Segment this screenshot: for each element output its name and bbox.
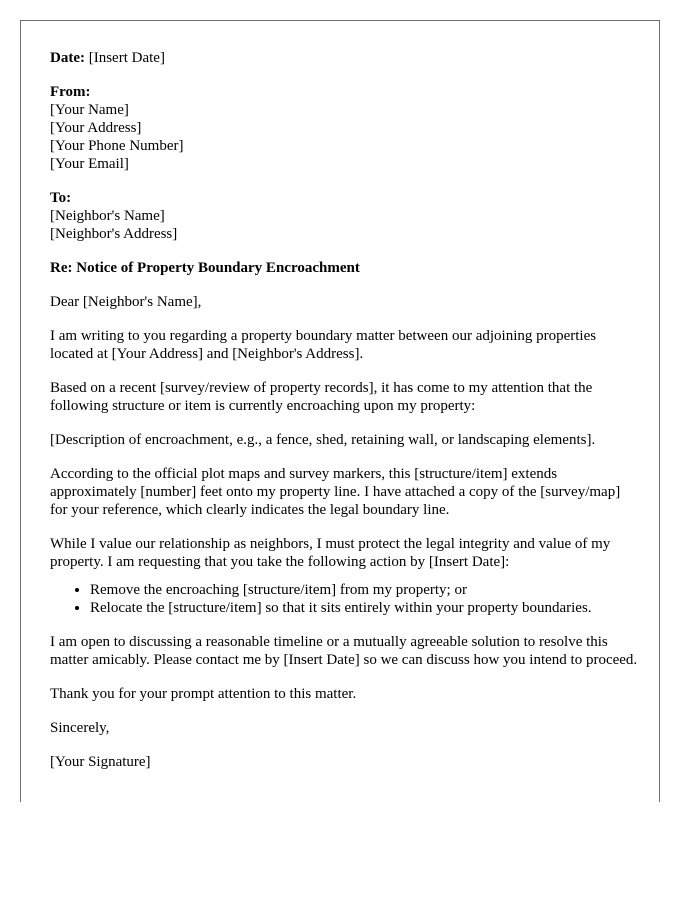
signature: [Your Signature] xyxy=(50,754,151,770)
subject-line xyxy=(50,259,640,277)
to-address: [Neighbor's Address] xyxy=(50,226,178,242)
date-label: Date: xyxy=(50,50,85,66)
to-name: [Neighbor's Name] xyxy=(50,208,165,224)
to-block xyxy=(50,189,640,243)
from-name: [Your Name] xyxy=(50,102,129,118)
date-line xyxy=(50,49,640,67)
paragraph-intro: I am writing to you regarding a property boundary matter between our adjoining properties located at [Your Address] and [Neighbor's Address]. xyxy=(50,328,597,362)
from-phone: [Your Phone Number] xyxy=(50,138,184,154)
salutation: Dear [Neighbor's Name], xyxy=(50,294,202,310)
paragraph-request: While I value our relationship as neighbors, I must protect the legal integrity and value of my property. I am requesting that you take the following action by [Insert Date]: xyxy=(50,536,611,570)
subject-text: Re: Notice of Property Boundary Encroachment xyxy=(50,260,360,276)
to-label: To: xyxy=(50,190,72,206)
from-block xyxy=(50,83,640,173)
from-email: [Your Email] xyxy=(50,156,129,172)
signoff: Sincerely, xyxy=(50,720,110,736)
action-item-remove: • Remove the encroaching [structure/item] from my property; or xyxy=(90,581,640,599)
paragraph-timeline: I am open to discussing a reasonable timeline or a mutually agreeable solution to resolve this matter amicably. Please contact me by [Insert Date] so we can discuss how you intend to proceed. xyxy=(50,634,638,668)
paragraph-survey: Based on a recent [survey/review of property records], it has come to my attention that the following structure or item is currently encroaching upon my property: xyxy=(50,380,593,414)
paragraph-plot-maps: According to the official plot maps and survey markers, this [structure/item] extends approximately [number] feet onto my property line. I have attached a copy of the [survey/map] for your reference, which clearly indicates the legal boundary line. xyxy=(50,466,621,518)
paragraph-description: [Description of encroachment, e.g., a fence, shed, retaining wall, or landscaping elements]. xyxy=(50,432,596,448)
action-item-relocate: • Relocate the [structure/item] so that it sits entirely within your property boundaries. xyxy=(90,599,640,617)
from-label: From: xyxy=(50,84,91,100)
letter-content xyxy=(50,49,640,771)
letter-page xyxy=(20,20,660,802)
from-address: [Your Address] xyxy=(50,120,142,136)
action-list xyxy=(50,581,640,617)
paragraph-thanks: Thank you for your prompt attention to this matter. xyxy=(50,686,357,702)
date-value: [Insert Date] xyxy=(88,50,165,66)
